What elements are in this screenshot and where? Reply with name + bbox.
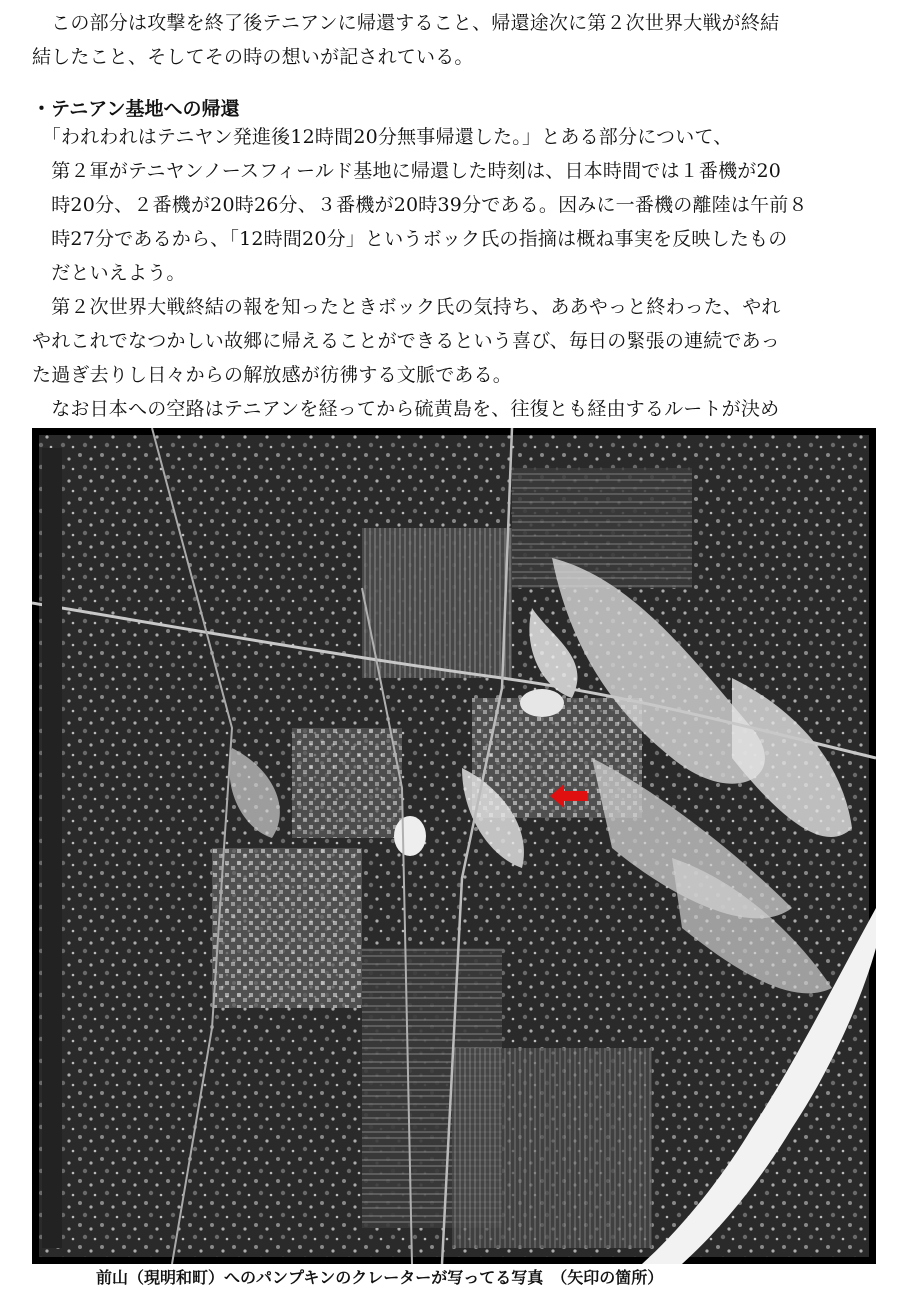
aerial-photo-image: [32, 428, 876, 1264]
photo-caption: 前山（現明和町）へのパンプキンのクレーターが写ってる写真 （矢印の箇所）: [96, 1268, 664, 1287]
intro-paragraph: この部分は攻撃を終了後テニアンに帰還すること、帰還途次に第２次世界大戦が終結 結したこと、そしてその時の想いが記されている。: [32, 12, 780, 68]
section-body: 「われわれはテニヤン発進後12時間20分無事帰還した。」とある部分について、 第２軍がテニヤンノースフィールド基地に帰還した時刻は、日本時間では１番機が20 時20分、２番機が20時26分、３番機が20時39分である。因みに一番機の離陸は午前８ 時27分であるから、「12時間20分」というボック氏の指摘は概ね事実を反映したもの だといえよう。 第２次世界大戦終結の報を知ったときボック氏の気持ち、ああやっと終わった、やれ やれこれでなつかしい故郷に帰えることができるという喜び、毎日の緊張の連続であっ た過ぎ去りし日々からの解放感が彷彿する文脈である。 なお日本への空路はテニアンを経ってから硫黄島を、往復とも経由するルートが決め: [32, 126, 808, 420]
aerial-photo: [32, 428, 876, 1264]
section-heading: ・テニアン基地への帰還: [32, 98, 240, 120]
